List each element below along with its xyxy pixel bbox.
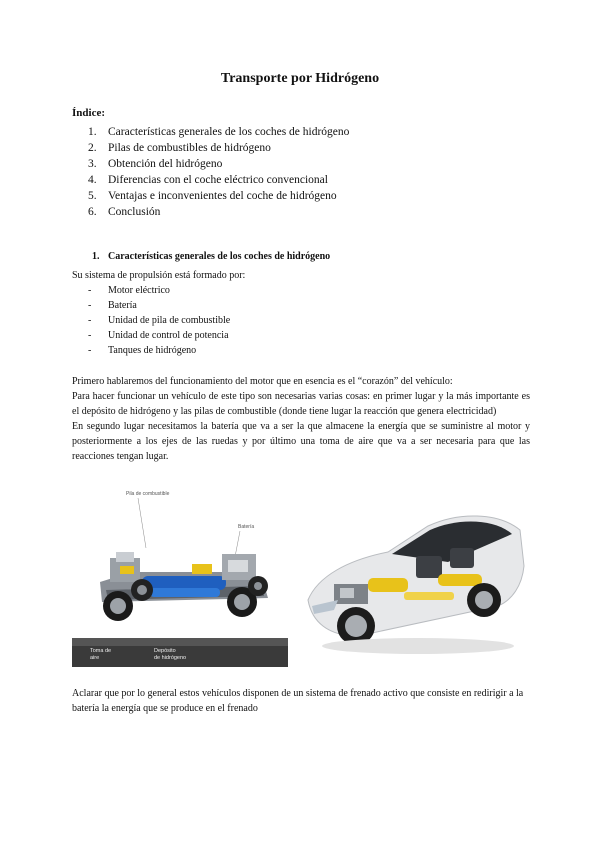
fuel-cell-label: Pila de combustible	[126, 491, 170, 497]
svg-text:aire: aire	[90, 655, 100, 661]
section-heading: 1. Características generales de los coches de hidrógeno	[92, 251, 331, 262]
list-item: - Motor eléctrico	[88, 285, 170, 296]
list-item: - Tanques de hidrógeno	[88, 345, 197, 356]
toc-item: 3. Obtención del hidrógeno	[88, 158, 223, 170]
paragraph: Para hacer funcionar un vehículo de este tipo son necesarias varias cosas: en primer lugar y la más importante es el depósito de hidrógeno y las pilas de combustible (donde tiene lugar la reacción que genera electricidad)	[72, 391, 530, 417]
toc-item-text: Diferencias con el coche eléctrico convencional	[108, 174, 328, 186]
closing-paragraph: Aclarar que por lo general estos vehículos disponen de un sistema de frenado activo que consiste en redirigir a la batería la energía que se produce en el frenado	[72, 688, 524, 714]
battery-label: Batería	[238, 524, 255, 530]
toc-item-text: Características generales de los coches de hidrógeno	[108, 126, 350, 138]
toc-item-text: Ventajas e inconvenientes del coche de hidrógeno	[108, 190, 337, 202]
list-item: - Unidad de control de potencia	[88, 330, 229, 341]
toc-item: 6. Conclusión	[88, 206, 161, 218]
paragraph: Primero hablaremos del funcionamiento del motor que en esencia es el “corazón” del vehículo:	[72, 376, 453, 387]
car-cutaway-image	[298, 496, 530, 668]
toc-item: 5. Ventajas e inconvenientes del coche de hidrógeno	[88, 190, 337, 202]
table-of-contents	[88, 124, 349, 220]
toc-item-text: Conclusión	[108, 206, 161, 218]
toc-item-text: Pilas de combustibles de hidrógeno	[108, 142, 271, 154]
tank-label: Depósito	[154, 648, 176, 654]
air-intake-label: Toma de	[90, 648, 112, 654]
hydrogen-tank-icon	[142, 576, 226, 590]
component-list	[88, 283, 230, 358]
toc-item: 4. Diferencias con el coche eléctrico convencional	[88, 174, 328, 186]
svg-text:de hidrógeno: de hidrógeno	[154, 655, 187, 661]
index-heading: Índice:	[72, 107, 105, 119]
chassis-diagram-image	[72, 486, 288, 667]
toc-item-text: Obtención del hidrógeno	[108, 158, 223, 170]
toc-item: 2. Pilas de combustibles de hidrógeno	[88, 142, 271, 154]
list-item: - Unidad de pila de combustible	[88, 315, 231, 326]
document-title: Transporte por Hidrógeno	[220, 71, 380, 86]
paragraph: En segundo lugar necesitamos la batería que va a ser la que almacene la energía que se suministre al motor y posteriormente a los ejes de las ruedas y por último una toma de aire que va a ser necesaria para que las reacciones tengan lugar.	[72, 421, 530, 462]
list-item: - Batería	[88, 300, 137, 311]
toc-item: 1. Características generales de los coches de hidrógeno	[88, 126, 350, 138]
propulsion-intro: Su sistema de propulsión está formado por:	[72, 270, 246, 281]
body-paragraphs	[72, 374, 530, 464]
